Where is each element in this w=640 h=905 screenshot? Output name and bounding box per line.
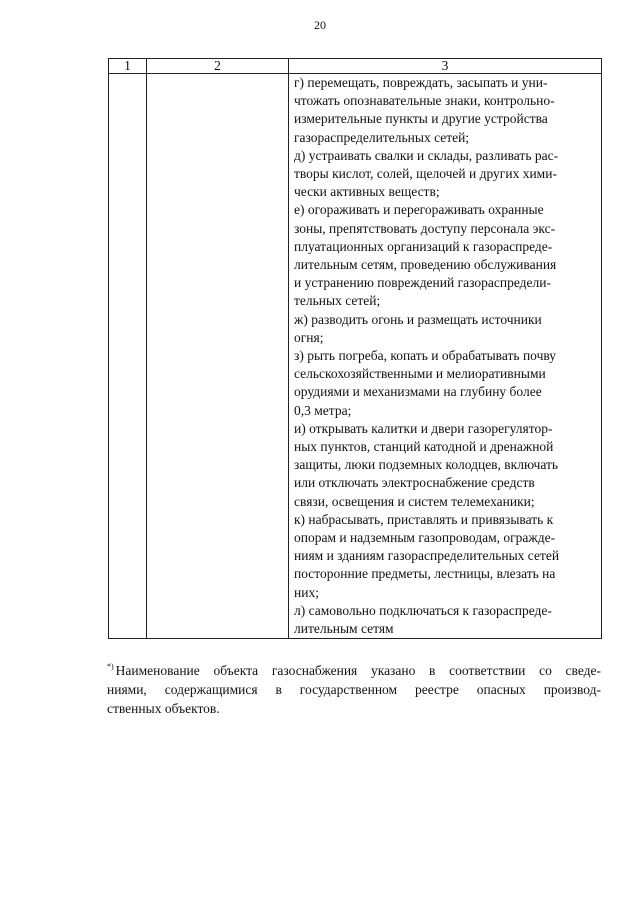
prohibition-line: связи, освещения и систем телемеханики;: [294, 493, 535, 509]
table-row: [109, 74, 602, 639]
table-cell-col3: [289, 74, 602, 639]
prohibition-line: ниям и зданиям газораспределительных сетей: [294, 548, 560, 564]
column-header-3: 3: [289, 59, 602, 74]
prohibition-line: д) устраивать свалки и склады, разливать рас-: [294, 147, 559, 163]
prohibition-line: огня;: [294, 329, 324, 345]
prohibition-line: орудиями и механизмами на глубину более: [294, 384, 542, 400]
prohibition-line: опорам и надземным газопроводам, огражде-: [294, 530, 556, 546]
prohibition-line: лительным сетям: [294, 621, 394, 637]
prohibition-line: творы кислот, солей, щелочей и других хими-: [294, 166, 557, 182]
page-number: 20: [314, 18, 326, 32]
prohibition-line: измерительные пункты и другие устройства: [294, 111, 548, 127]
prohibition-line: к) набрасывать, приставлять и привязывать к: [294, 511, 554, 527]
prohibitions-list: [289, 74, 601, 638]
prohibition-line: газораспределительных сетей;: [294, 129, 470, 145]
prohibition-line: или отключать электроснабжение средств: [294, 475, 535, 491]
prohibition-line: г) перемещать, повреждать, засыпать и уни-: [294, 75, 548, 90]
prohibition-line: них;: [294, 584, 319, 600]
prohibition-line: чтожать опознавательные знаки, контрольно-: [294, 93, 555, 109]
prohibition-line: чески активных веществ;: [294, 184, 440, 200]
prohibition-line: ж) разводить огонь и размещать источники: [294, 311, 542, 327]
prohibition-line: защиты, люки подземных колодцев, включать: [294, 457, 559, 473]
prohibition-line: плуатационных организаций к газораспреде-: [294, 238, 553, 254]
prohibition-line: е) огораживать и перегораживать охранные: [294, 202, 544, 218]
footnote-text-1: Наименование объекта газоснабжения указано в соответствии со сведе-: [115, 663, 601, 678]
footnote-line-1: [107, 657, 601, 680]
footnote: [107, 657, 601, 718]
footnote-line-2: ниями, содержащимися в государственном реестре опасных производ-: [107, 682, 601, 697]
table-cell-col1: [109, 74, 147, 639]
prohibition-line: тельных сетей;: [294, 293, 381, 309]
footnote-marker: *): [107, 662, 114, 671]
table-header-row: [109, 59, 602, 74]
prohibition-line: посторонние предметы, лестницы, влезать на: [294, 566, 556, 582]
prohibition-line: сельскохозяйственными и мелиоративными: [294, 366, 546, 382]
prohibition-line: л) самовольно подключаться к газораспреде-: [294, 602, 552, 618]
prohibition-line: зоны, препятствовать доступу персонала экс-: [294, 220, 556, 236]
prohibition-line: лительным сетям, проведению обслуживания: [294, 257, 557, 273]
footnote-line-3: ственных объектов.: [107, 701, 220, 716]
prohibition-line: з) рыть погреба, копать и обрабатывать почву: [294, 348, 557, 364]
prohibition-line: ных пунктов, станций катодной и дренажной: [294, 439, 554, 455]
prohibition-line: и) открывать калитки и двери газорегулятор-: [294, 420, 553, 436]
prohibition-line: 0,3 метра;: [294, 402, 352, 418]
column-header-1: 1: [109, 59, 147, 74]
requirements-table: [108, 58, 602, 639]
prohibition-line: и устранению повреждений газораспредели-: [294, 275, 551, 291]
table-cell-col2: [147, 74, 289, 639]
column-header-2: 2: [147, 59, 289, 74]
